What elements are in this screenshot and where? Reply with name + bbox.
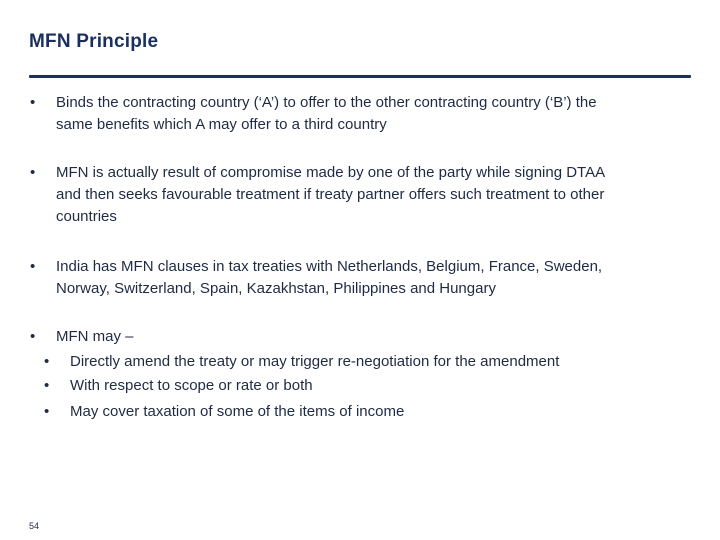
sub-bullet-text: May cover taxation of some of the items of income bbox=[70, 403, 405, 420]
bullet-dot-icon: • bbox=[30, 328, 36, 345]
bullet-text bbox=[56, 162, 680, 228]
sub-bullet-dot-icon: • bbox=[44, 403, 50, 420]
slide-title: MFN Principle bbox=[29, 31, 159, 52]
sub-bullet-dot-icon: • bbox=[44, 377, 50, 394]
bullet-text bbox=[56, 92, 680, 136]
bullet-line: Norway, Switzerland, Spain, Kazakhstan, Philippines and Hungary bbox=[56, 280, 496, 297]
bullet-line: same benefits which A may offer to a third country bbox=[56, 116, 387, 133]
bullet-item bbox=[30, 92, 680, 136]
bullet-dot-icon: • bbox=[30, 164, 36, 181]
bullet-line: Binds the contracting country (‘A’) to offer to the other contracting country (‘B’) the bbox=[56, 94, 597, 111]
bullet-line: and then seeks favourable treatment if treaty partner offers such treatment to other bbox=[56, 186, 605, 203]
bullet-text bbox=[56, 326, 680, 348]
sub-bullet-text: Directly amend the treaty or may trigger re-negotiation for the amendment bbox=[70, 353, 560, 370]
bullet-item bbox=[30, 326, 680, 348]
title-divider bbox=[29, 75, 691, 78]
bullet-line: countries bbox=[56, 208, 117, 225]
bullet-dot-icon: • bbox=[30, 94, 36, 111]
bullet-dot-icon: • bbox=[30, 258, 36, 275]
bullet-text bbox=[56, 256, 680, 300]
sub-bullet-text: With respect to scope or rate or both bbox=[70, 377, 313, 394]
bullet-line: MFN may – bbox=[56, 328, 134, 345]
bullet-line: India has MFN clauses in tax treaties with Netherlands, Belgium, France, Sweden, bbox=[56, 258, 603, 275]
bullet-item bbox=[30, 256, 680, 300]
bullet-line: MFN is actually result of compromise made by one of the party while signing DTAA bbox=[56, 164, 606, 181]
page-number: 54 bbox=[29, 521, 40, 531]
sub-bullet-dot-icon: • bbox=[44, 353, 50, 370]
bullet-item bbox=[30, 162, 680, 228]
